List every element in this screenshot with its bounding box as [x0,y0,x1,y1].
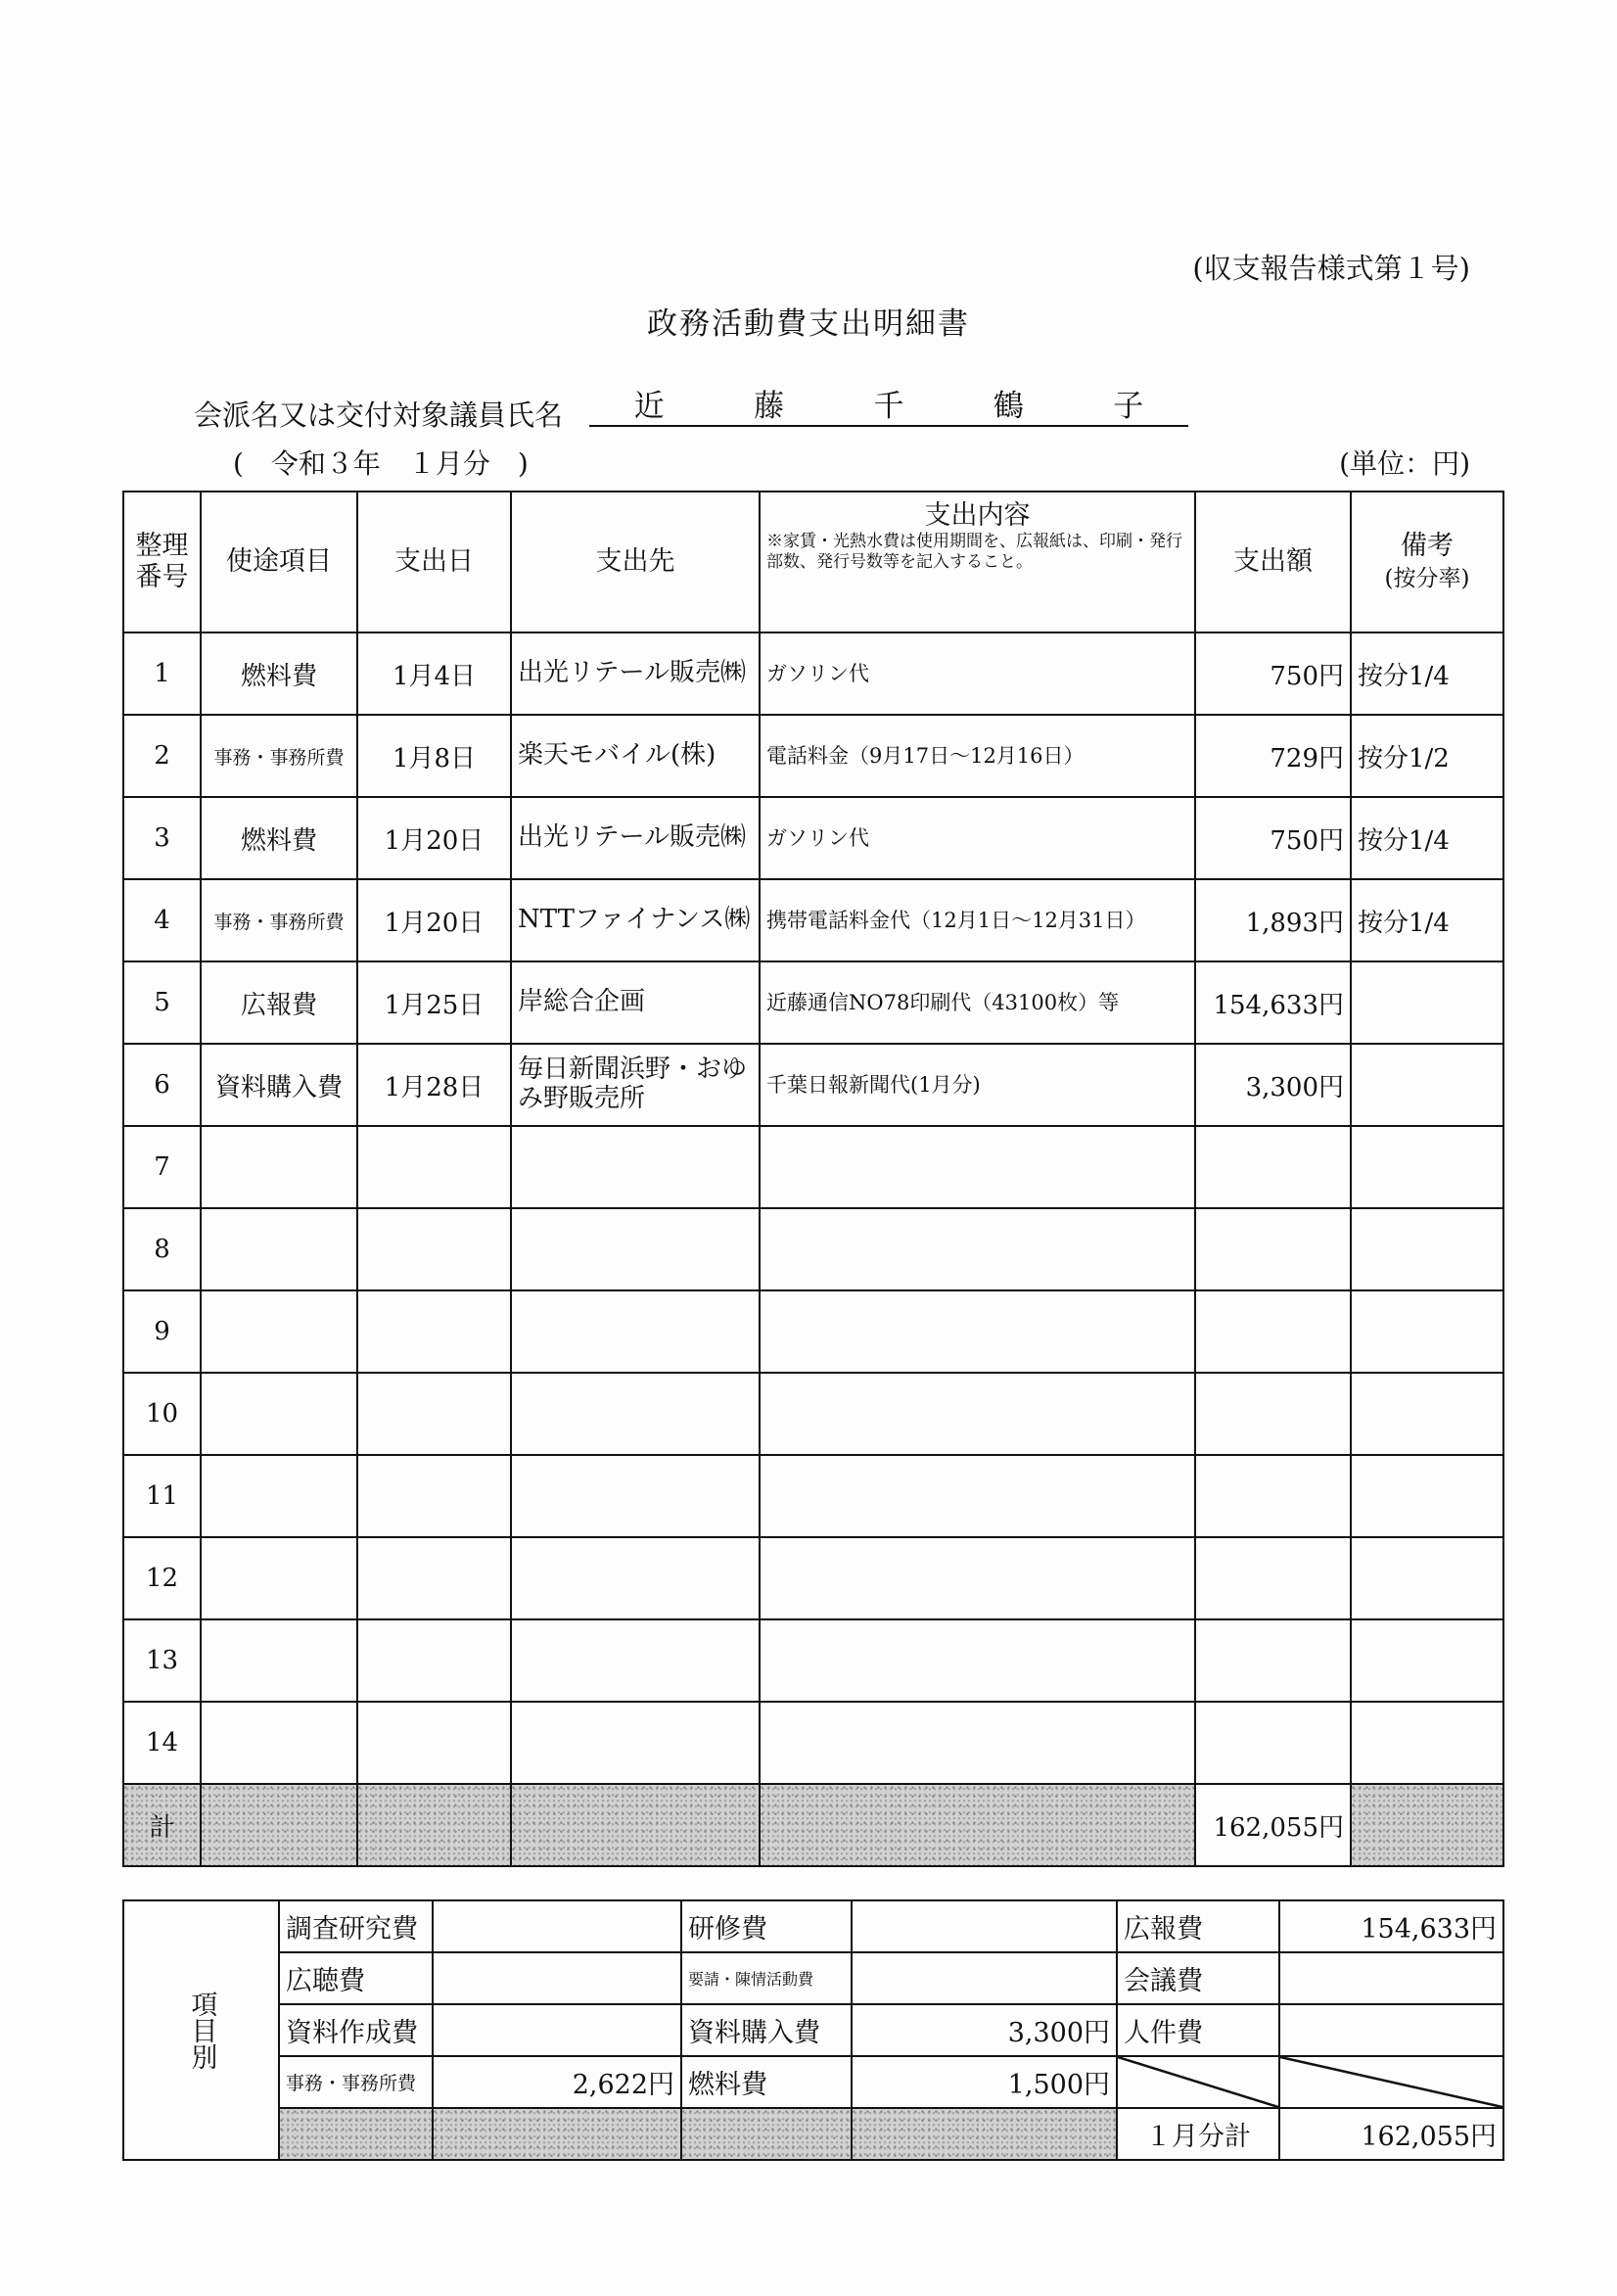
row-payee: 楽天モバイル(株) [511,715,760,797]
row-date: 1月28日 [357,1044,511,1126]
member-name-char: 近 [633,389,665,424]
shaded-cell [357,1784,511,1866]
header-remarks-cell [1351,492,1503,633]
training-value [852,1900,1117,1952]
petition-value [852,1952,1117,2004]
row-remarks [1351,1702,1503,1784]
row-date [357,1373,511,1455]
row-remarks [1351,1290,1503,1373]
member-name-char: 鶴 [993,389,1024,424]
table-row [123,879,1503,961]
row-number: 8 [123,1208,201,1290]
staff-value [1279,2004,1503,2056]
header-item: 使途項目 [201,492,357,633]
meeting-label: 会議費 [1117,1952,1279,2004]
materials-make-value [433,2004,681,2056]
row-amount: 3,300円 [1195,1044,1351,1126]
month-total-value: 162,055円 [1279,2108,1503,2160]
header-remarks: 備考 [1401,530,1454,561]
row-date: 1月8日 [357,715,511,797]
shaded-cell [511,1784,760,1866]
row-content [760,1208,1195,1290]
row-content [760,1290,1195,1373]
header-content-cell [760,492,1195,633]
row-number: 5 [123,961,201,1044]
category-summary-table [122,1899,1504,2161]
row-content: ガソリン代 [760,633,1195,715]
row-payee: 出光リテール販売㈱ [511,633,760,715]
fuel-value: 1,500円 [852,2056,1117,2108]
row-number: 3 [123,797,201,879]
row-item: 広報費 [201,961,357,1044]
row-remarks [1351,1373,1503,1455]
row-item [201,1702,357,1784]
row-item [201,1537,357,1619]
header-payee: 支出先 [511,492,760,633]
row-amount: 729円 [1195,715,1351,797]
document-title: 政務活動費支出明細書 [647,306,970,342]
row-content: 近藤通信NO78印刷代（43100枚）等 [760,961,1195,1044]
unit-label: (単位：円) [1339,447,1470,480]
fuel-label: 燃料費 [681,2056,852,2108]
table-row [123,1619,1503,1702]
row-payee [511,1537,760,1619]
hearing-label: 広聴費 [279,1952,433,2004]
header-date: 支出日 [357,492,511,633]
row-amount [1195,1373,1351,1455]
row-content: 電話料金（9月17日～12月16日） [760,715,1195,797]
row-remarks [1351,1126,1503,1208]
row-payee [511,1208,760,1290]
header-content: 支出内容 [924,500,1031,531]
row-amount [1195,1455,1351,1537]
member-name-char: 千 [873,389,904,424]
row-item: 燃料費 [201,797,357,879]
row-date [357,1537,511,1619]
row-content [760,1537,1195,1619]
row-content: ガソリン代 [760,797,1195,879]
office-value: 2,622円 [433,2056,681,2108]
row-amount [1195,1619,1351,1702]
header-content-note: ※家賃・光熱水費は使用期間を、広報紙は、印刷・発行部数、発行号数等を記入すること。 [766,532,1182,572]
table-row [123,797,1503,879]
research-label: 調査研究費 [279,1900,433,1952]
diagonal-blank-cell [1279,2056,1503,2108]
row-number: 12 [123,1537,201,1619]
form-reference: (収支報告様式第１号) [1192,252,1470,285]
shaded-cell [201,1784,357,1866]
row-amount [1195,1208,1351,1290]
report-period: ( 令和３年 １月分 ) [233,447,529,480]
table-row [123,1537,1503,1619]
row-date [357,1126,511,1208]
member-name-char: 藤 [754,389,785,424]
materials-buy-label: 資料購入費 [681,2004,852,2056]
shaded-cell [681,2108,852,2160]
row-number: 13 [123,1619,201,1702]
row-date [357,1290,511,1373]
row-number: 7 [123,1126,201,1208]
row-payee [511,1126,760,1208]
header-amount: 支出額 [1195,492,1351,633]
category-label: 項目別 [186,1991,217,2070]
shaded-cell [1351,1784,1503,1866]
row-remarks [1351,1537,1503,1619]
shaded-cell [760,1784,1195,1866]
training-label: 研修費 [681,1900,852,1952]
office-label: 事務・事務所費 [279,2056,433,2108]
table-row [123,1702,1503,1784]
row-content: 携帯電話料金代（12月1日～12月31日） [760,879,1195,961]
row-content [760,1702,1195,1784]
row-remarks [1351,1044,1503,1126]
row-amount [1195,1537,1351,1619]
row-date: 1月20日 [357,797,511,879]
row-content [760,1619,1195,1702]
staff-label: 人件費 [1117,2004,1279,2056]
row-amount: 750円 [1195,797,1351,879]
row-date: 1月20日 [357,879,511,961]
table-row [123,1290,1503,1373]
row-content [760,1373,1195,1455]
total-amount: 162,055円 [1195,1784,1351,1866]
table-row [123,715,1503,797]
row-date [357,1619,511,1702]
row-remarks [1351,1455,1503,1537]
row-remarks [1351,1619,1503,1702]
total-label: 計 [123,1784,201,1866]
row-date [357,1455,511,1537]
member-name [589,388,1188,427]
row-item [201,1208,357,1290]
shaded-cell [279,2108,433,2160]
row-date: 1月25日 [357,961,511,1044]
shaded-cell [852,2108,1117,2160]
row-payee [511,1702,760,1784]
table-row [123,1373,1503,1455]
hearing-value [433,1952,681,2004]
row-remarks: 按分1/4 [1351,797,1503,879]
row-amount [1195,1290,1351,1373]
row-remarks: 按分1/4 [1351,879,1503,961]
expense-table [122,491,1504,1867]
table-header [123,492,1503,633]
row-item [201,1373,357,1455]
petition-label: 要請・陳情活動費 [681,1952,852,2004]
row-amount [1195,1702,1351,1784]
row-content [760,1455,1195,1537]
row-payee [511,1373,760,1455]
pr-label: 広報費 [1117,1900,1279,1952]
row-number: 11 [123,1455,201,1537]
row-content: 千葉日報新聞代(1月分) [760,1044,1195,1126]
member-name-label: 会派名又は交付対象議員氏名 [194,398,564,432]
pr-value: 154,633円 [1279,1900,1503,1952]
row-payee: NTTファイナンス㈱ [511,879,760,961]
table-row [123,1208,1503,1290]
row-amount: 1,893円 [1195,879,1351,961]
row-item [201,1455,357,1537]
member-name-char: 子 [1113,389,1144,424]
total-row [123,1784,1503,1866]
row-number: 2 [123,715,201,797]
materials-make-label: 資料作成費 [279,2004,433,2056]
row-date: 1月4日 [357,633,511,715]
row-payee: 毎日新聞浜野・おゆみ野販売所 [511,1044,760,1126]
header-remarks-sub: (按分率) [1384,566,1470,591]
row-amount [1195,1126,1351,1208]
table-row [123,961,1503,1044]
row-number: 4 [123,879,201,961]
row-number: 14 [123,1702,201,1784]
row-remarks: 按分1/2 [1351,715,1503,797]
row-item: 事務・事務所費 [201,879,357,961]
row-date [357,1208,511,1290]
month-total-label: １月分計 [1117,2108,1279,2160]
category-label-cell [123,1900,279,2160]
row-item: 燃料費 [201,633,357,715]
shaded-cell [433,2108,681,2160]
row-amount: 750円 [1195,633,1351,715]
row-number: 1 [123,633,201,715]
meeting-value [1279,1952,1503,2004]
row-remarks [1351,961,1503,1044]
row-payee [511,1455,760,1537]
row-item [201,1619,357,1702]
row-payee [511,1290,760,1373]
row-date [357,1702,511,1784]
research-value [433,1900,681,1952]
row-number: 9 [123,1290,201,1373]
materials-buy-value: 3,300円 [852,2004,1117,2056]
table-row [123,1044,1503,1126]
row-remarks [1351,1208,1503,1290]
table-row [123,633,1503,715]
row-item [201,1290,357,1373]
row-item: 資料購入費 [201,1044,357,1126]
row-payee: 出光リテール販売㈱ [511,797,760,879]
diagonal-blank-cell [1117,2056,1279,2108]
row-remarks: 按分1/4 [1351,633,1503,715]
table-row [123,1126,1503,1208]
table-row [123,1455,1503,1537]
row-number: 6 [123,1044,201,1126]
header-number: 整理番号 [123,492,201,633]
row-amount: 154,633円 [1195,961,1351,1044]
row-item: 事務・事務所費 [201,715,357,797]
row-payee: 岸総合企画 [511,961,760,1044]
row-number: 10 [123,1373,201,1455]
row-payee [511,1619,760,1702]
row-content [760,1126,1195,1208]
row-item [201,1126,357,1208]
